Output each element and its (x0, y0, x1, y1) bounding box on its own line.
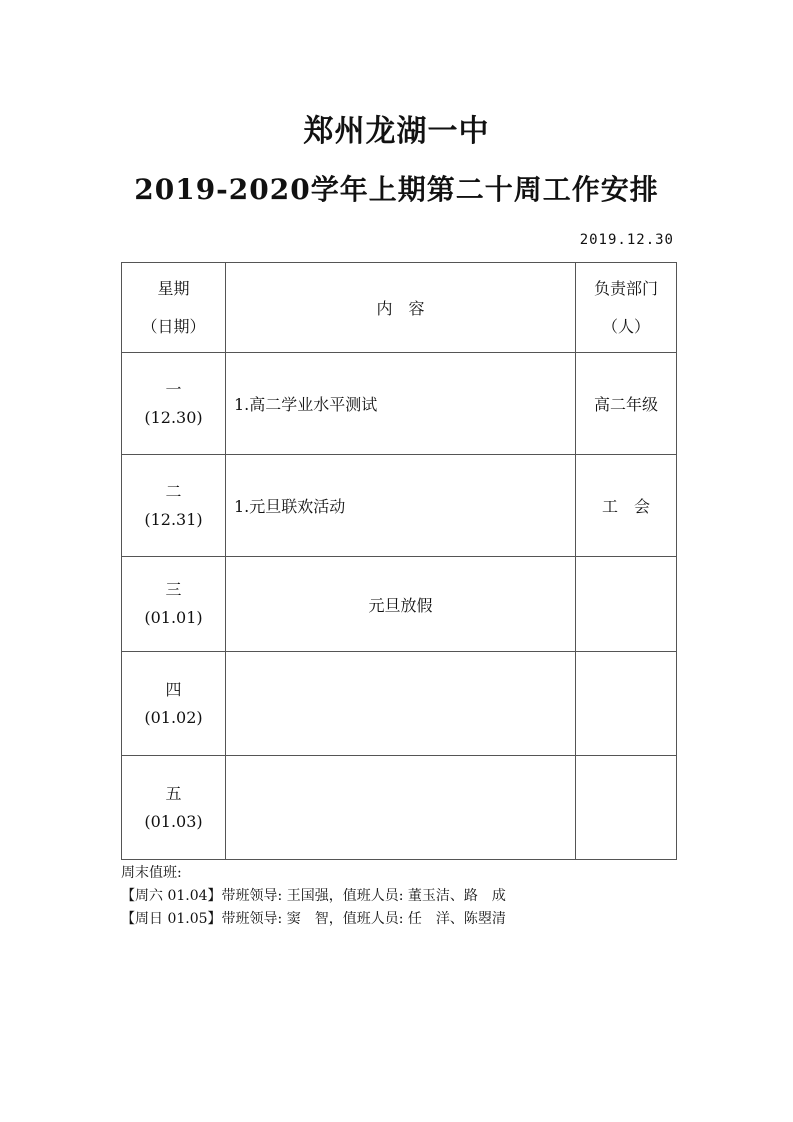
document-date: 2019.12.30 (579, 232, 674, 248)
day-cell (122, 756, 226, 860)
day-date: (12.30) (144, 407, 203, 427)
dept-cell (576, 557, 677, 652)
header-day-label: 星期 (157, 278, 190, 298)
schedule-table (121, 262, 677, 860)
table-header-row (122, 263, 677, 353)
table-row (122, 353, 677, 455)
weekday: 五 (165, 783, 182, 803)
content-cell: 1.高二学业水平测试 (226, 353, 576, 455)
day-cell (122, 557, 226, 652)
content-cell (226, 652, 576, 756)
dept-cell (576, 652, 677, 756)
content-cell (226, 756, 576, 860)
day-cell (122, 353, 226, 455)
weekend-duty (121, 862, 506, 931)
page-title: 2019-2020学年上期第二十周工作安排 (134, 173, 659, 206)
header-date-label: （日期） (141, 316, 206, 336)
weekday: 二 (165, 481, 182, 501)
header-dept-label: 负责部门 (593, 278, 658, 298)
header-day (122, 263, 226, 353)
header-dept (576, 263, 677, 353)
header-person-label: （人） (601, 316, 650, 336)
weekend-duty-label: 周末值班: (121, 865, 182, 881)
day-cell (122, 455, 226, 557)
dept-cell: 工 会 (576, 455, 677, 557)
table-row (122, 557, 677, 652)
sunday-duty: 【周日 01.05】带班领导: 窦 智，值班人员: 任 洋、陈曌清 (121, 911, 506, 927)
weekday: 四 (165, 679, 182, 699)
dept-cell: 高二年级 (576, 353, 677, 455)
day-date: (01.02) (144, 707, 203, 727)
saturday-duty: 【周六 01.04】带班领导: 王国强，值班人员: 董玉洁、路 成 (121, 888, 506, 904)
school-title: 郑州龙湖一中 (303, 114, 490, 149)
content-cell: 元旦放假 (226, 557, 576, 652)
weekday: 三 (165, 580, 182, 599)
day-date: (01.01) (144, 608, 203, 627)
dept-cell (576, 756, 677, 860)
day-date: (12.31) (144, 509, 203, 529)
day-date: (01.03) (144, 811, 203, 831)
day-cell (122, 652, 226, 756)
table-row (122, 756, 677, 860)
header-content: 内 容 (226, 263, 576, 353)
table-row (122, 455, 677, 557)
weekday: 一 (165, 379, 182, 399)
content-cell: 1.元旦联欢活动 (226, 455, 576, 557)
table-row (122, 652, 677, 756)
